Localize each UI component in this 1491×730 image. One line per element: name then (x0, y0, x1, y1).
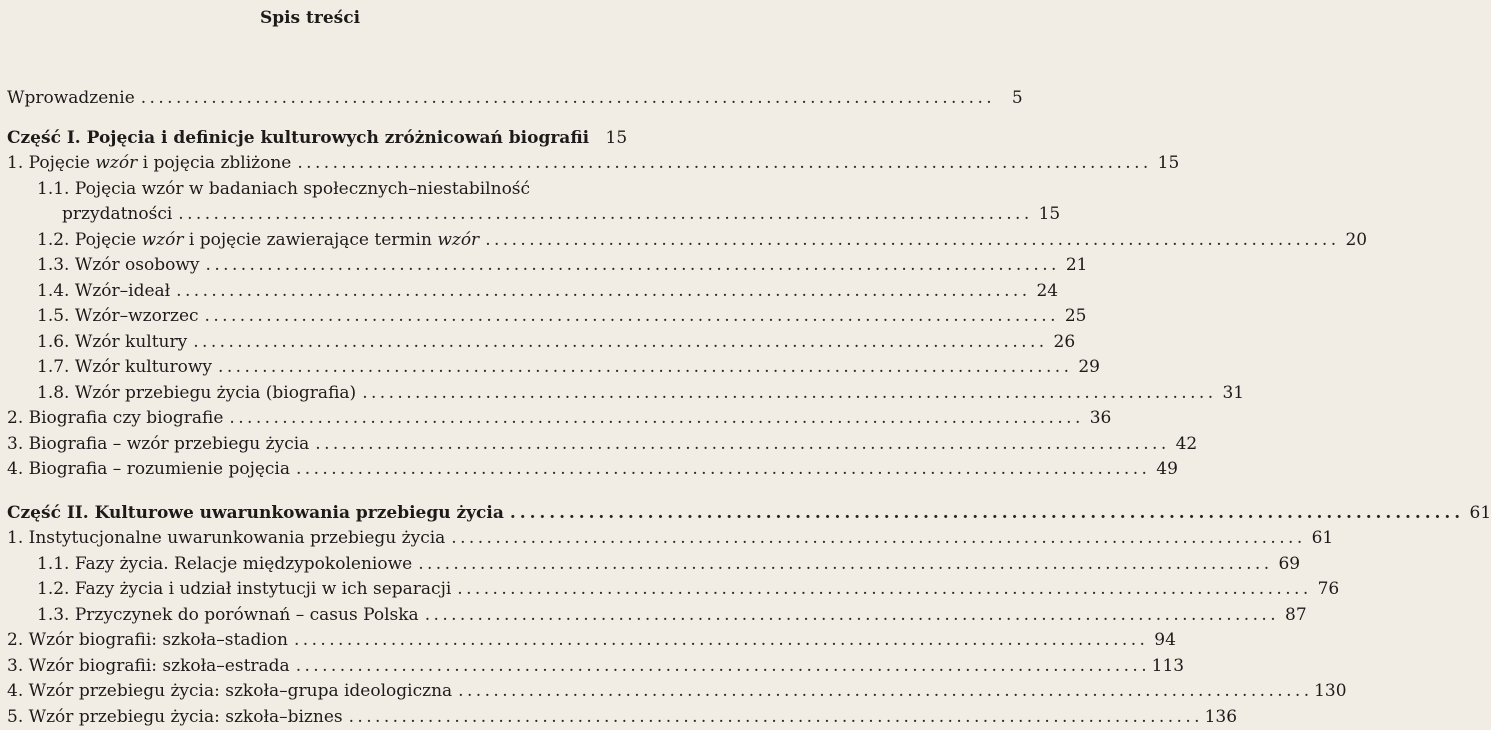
page-title: Spis treści (0, 8, 620, 28)
toc-label: 1.5. Wzór–wzorzec (37, 304, 199, 330)
toc-leader-dots (418, 552, 1268, 578)
toc-page-number: 136 (1205, 705, 1237, 730)
toc-part-1 (0, 126, 620, 152)
toc-page-number: 49 (1152, 457, 1178, 483)
toc-label: 1.7. Wzór kulturowy (37, 355, 212, 381)
toc-label: przydatności (62, 202, 172, 228)
toc-page-number: 130 (1314, 679, 1346, 705)
toc-leader-dots (457, 577, 1307, 603)
toc-entry-introduction (0, 86, 620, 112)
toc-page-number: 69 (1274, 552, 1300, 578)
toc-label: Część I. Pojęcia i definicje kulturowych zróżnicowań biografii (7, 126, 589, 152)
toc-entry-wrapped-second-line (0, 202, 620, 228)
toc-leader-dots (296, 654, 1146, 680)
toc-leader-dots (206, 253, 1056, 279)
toc-entry (0, 577, 620, 603)
toc-label: 1.2. Pojęcie wzór i pojęcie zawierające termin wzór (37, 228, 479, 254)
toc-entry (0, 628, 620, 654)
toc-leader-dots (205, 304, 1055, 330)
toc-entry (0, 457, 620, 483)
toc-page-number: 36 (1085, 406, 1111, 432)
toc-label: 2. Wzór biografii: szkoła–stadion (7, 628, 288, 654)
toc-label: 1.1. Fazy życia. Relacje międzypokoleniowe (37, 552, 412, 578)
toc-entry (0, 705, 620, 730)
toc-leader-dots (349, 705, 1199, 730)
toc-page-number: 25 (1060, 304, 1086, 330)
document-page (0, 0, 620, 722)
toc-entry (0, 330, 620, 356)
toc-entry (0, 603, 620, 629)
toc-page-number: 26 (1049, 330, 1075, 356)
toc-page-number: 94 (1150, 628, 1176, 654)
toc-leader-dots (178, 202, 1028, 228)
toc-leader-dots (193, 330, 1043, 356)
toc-entry (0, 552, 620, 578)
toc-leader-dots (510, 501, 1459, 527)
toc-entry (0, 279, 620, 305)
toc-entry (0, 381, 620, 407)
toc-entry (0, 228, 620, 254)
toc-leader-dots (229, 406, 1079, 432)
toc-label: 1. Pojęcie wzór i pojęcia zbliżone (7, 151, 291, 177)
toc-leader-dots (296, 457, 1146, 483)
toc-page-number: 42 (1171, 432, 1197, 458)
toc-leader-dots (451, 526, 1301, 552)
toc-leader-dots (294, 628, 1144, 654)
toc-entry (0, 526, 620, 552)
toc-entry (0, 355, 620, 381)
toc-part-2 (0, 501, 620, 527)
toc-label: 1.2. Fazy życia i udział instytucji w ich separacji (37, 577, 451, 603)
toc-leader-dots (297, 151, 1147, 177)
toc-entry (0, 151, 620, 177)
toc-page-number: 5 (997, 86, 1023, 112)
toc-page-number: 61 (1465, 501, 1491, 527)
toc-label: 1.3. Przyczynek do porównań – casus Polska (37, 603, 419, 629)
toc-label: 1.4. Wzór–ideał (37, 279, 170, 305)
toc-label: 4. Wzór przebiegu życia: szkoła–grupa ideologiczna (7, 679, 452, 705)
toc-entry (0, 253, 620, 279)
toc-page-number: 15 (1153, 151, 1179, 177)
toc-page-number: 29 (1074, 355, 1100, 381)
toc-page-number: 113 (1152, 654, 1184, 680)
toc-entry (0, 406, 620, 432)
toc-page-number: 21 (1061, 253, 1087, 279)
table-of-contents (0, 86, 620, 730)
toc-label: 1. Instytucjonalne uwarunkowania przebiegu życia (7, 526, 445, 552)
toc-leader-dots (218, 355, 1068, 381)
toc-entry (0, 654, 620, 680)
toc-page-number: 87 (1281, 603, 1307, 629)
toc-page-number: 20 (1341, 228, 1367, 254)
toc-label: 3. Wzór biografii: szkoła–estrada (7, 654, 290, 680)
toc-label: Wprowadzenie (7, 86, 135, 112)
toc-leader-dots (315, 432, 1165, 458)
toc-leader-dots (485, 228, 1335, 254)
toc-label: 3. Biografia – wzór przebiegu życia (7, 432, 309, 458)
toc-leader-dots (141, 86, 991, 112)
toc-label: 1.8. Wzór przebiegu życia (biografia) (37, 381, 356, 407)
toc-page-number: 15 (601, 126, 627, 152)
toc-label: 1.1. Pojęcia wzór w badaniach społecznych–niestabilność (37, 177, 530, 203)
toc-label: 5. Wzór przebiegu życia: szkoła–biznes (7, 705, 343, 730)
toc-leader-dots (458, 679, 1308, 705)
toc-leader-dots (176, 279, 1026, 305)
toc-label: 1.3. Wzór osobowy (37, 253, 200, 279)
toc-entry-wrapped-first-line (0, 177, 620, 203)
toc-entry (0, 432, 620, 458)
toc-page-number: 76 (1313, 577, 1339, 603)
toc-entry (0, 679, 620, 705)
toc-label: 2. Biografia czy biografie (7, 406, 223, 432)
toc-page-number: 61 (1307, 526, 1333, 552)
toc-label: 1.6. Wzór kultury (37, 330, 187, 356)
toc-page-number: 24 (1032, 279, 1058, 305)
toc-page-number: 31 (1218, 381, 1244, 407)
toc-leader-dots (362, 381, 1212, 407)
toc-label: Część II. Kulturowe uwarunkowania przebiegu życia (7, 501, 504, 527)
toc-entry (0, 304, 620, 330)
toc-leader-dots (425, 603, 1275, 629)
toc-page-number: 15 (1034, 202, 1060, 228)
toc-label: 4. Biografia – rozumienie pojęcia (7, 457, 290, 483)
